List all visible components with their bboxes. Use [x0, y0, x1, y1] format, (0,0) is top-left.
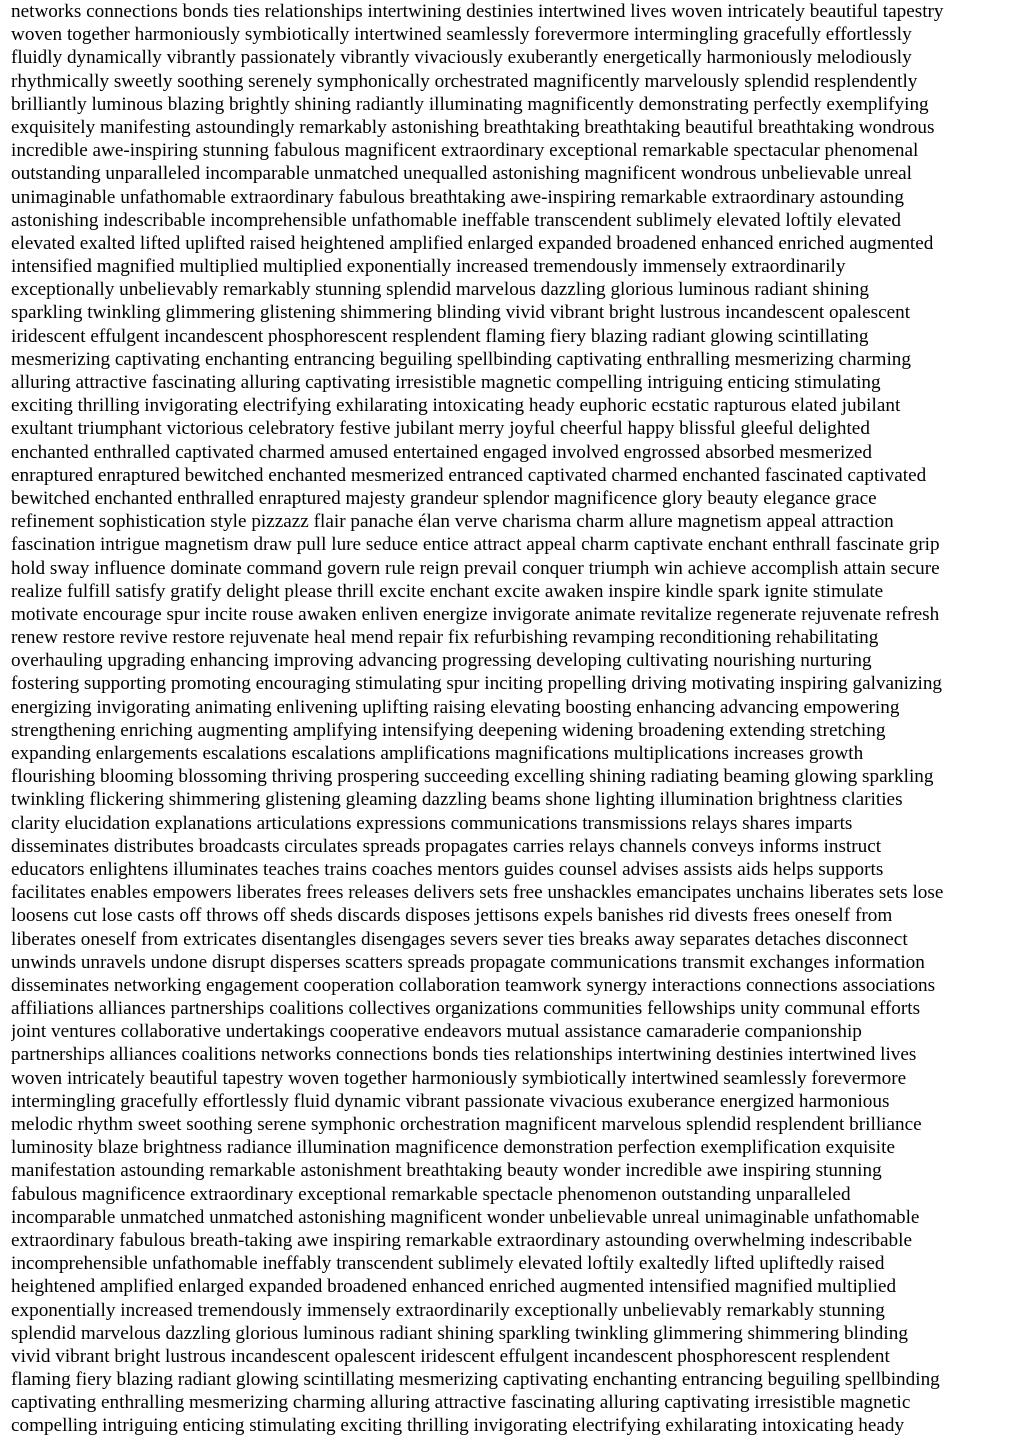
text-line: loosens cut lose casts off throws off sheds discards disposes jettisons expels banishes rid divests frees oneself from — [11, 905, 893, 927]
text-line: networks connections bonds ties relationships intertwining destinies intertwined lives woven intricately beautiful tapestry — [11, 1, 944, 22]
text-line: flourishing blooming blossoming thriving prospering succeeding excelling shining radiating beaming glowing sparkling — [11, 766, 934, 788]
text-line: motivate encourage spur incite rouse awaken enliven energize invigorate animate revitalize regenerate rejuvenate refresh — [11, 603, 940, 625]
text-line: flaming fiery blazing radiant glowing scintillating mesmerizing captivating enchanting entrancing beguiling spellbinding — [11, 1369, 940, 1391]
text-line: disseminates distributes broadcasts circulates spreads propagates carries relays channels conveys informs instruct — [11, 835, 882, 857]
text-line: intensified magnified multiplied multiplied exponentially increased tremendously immensely extraordinarily — [11, 256, 846, 278]
text-line: exquisitely manifesting astoundingly remarkably astonishing breathtaking breathtaking beautiful breathtaking wondrous — [11, 116, 935, 138]
text-line: energizing invigorating animating enlivening uplifting raising elevating boosting enhancing advancing empowering — [11, 696, 900, 718]
text-line: exceptionally unbelievably remarkably stunning splendid marvelous dazzling glorious luminous radiant shining — [11, 279, 869, 301]
text-line: enchanted enthralled captivated charmed amused entertained engaged involved engrossed absorbed mesmerized — [11, 441, 872, 463]
text-line: fabulous magnificence extraordinary exceptional remarkable spectacle phenomenon outstanding unparalleled — [11, 1183, 851, 1205]
text-line: vivid vibrant bright lustrous incandescent opalescent iridescent effulgent incandescent phosphorescent resplendent — [11, 1345, 890, 1367]
text-line: realize fulfill satisfy gratify delight please thrill excite enchant excite awaken inspire kindle spark ignite stimulate — [11, 580, 884, 602]
text-line: hold sway influence dominate command govern rule reign prevail conquer triumph win achieve accomplish attain secure — [11, 557, 940, 579]
text-line: captivating enthralling mesmerizing charming alluring attractive fascinating alluring captivating irresistible magnetic — [11, 1392, 911, 1414]
text-line: fascination intrigue magnetism draw pull lure seduce entice attract appeal charm captivate enchant enthrall fascinate grip — [11, 534, 940, 556]
text-line: incomparable unmatched unmatched astonishing magnificent wonder unbelievable unreal unimaginable unfathomable — [11, 1206, 920, 1228]
text-line: bewitched enchanted enthralled enraptured majesty grandeur splendor magnificence glory beauty elegance grace — [11, 487, 877, 509]
text-line: compelling intriguing enticing stimulating exciting thrilling invigorating electrifying exhilarating intoxicating heady — [11, 1415, 905, 1437]
text-line: mesmerizing captivating enchanting entrancing beguiling spellbinding captivating enthralling mesmerizing charming — [11, 348, 911, 370]
text-line: elevated exalted lifted uplifted raised heightened amplified enlarged expanded broadened enhanced enriched augmented — [11, 232, 934, 254]
text-line: outstanding unparalleled incomparable unmatched unequalled astonishing magnificent wondrous unbelievable unreal — [11, 163, 913, 185]
text-line: incomprehensible unfathomable ineffably transcendent sublimely elevated loftily exaltedly lifted upliftedly raised — [11, 1253, 885, 1275]
text-line: astonishing indescribable incomprehensible unfathomable ineffable transcendent sublimely elevated loftily elevated — [11, 209, 901, 231]
text-line: exultant triumphant victorious celebratory festive jubilant merry joyful cheerful happy blissful gleeful delighted — [11, 418, 870, 440]
text-line: woven intricately beautiful tapestry woven together harmoniously symbiotically intertwined seamlessly forevermore — [11, 1067, 907, 1089]
text-line: clarity elucidation explanations articulations expressions communications transmissions relays shares imparts — [11, 812, 853, 834]
text-line: intermingling gracefully effortlessly fluid dynamic vibrant passionate vivacious exuberance energized harmonious — [11, 1090, 890, 1112]
text-line: liberates oneself from extricates disentangles disengages severs sever ties breaks away separates detaches disconnect — [11, 928, 908, 950]
text-line: extraordinary fabulous breath-taking awe inspiring remarkable extraordinary astounding overwhelming indescribable — [11, 1229, 912, 1251]
text-line: expanding enlargements escalations escalations amplifications magnifications multiplications increases growth — [11, 743, 864, 764]
text-line: fostering supporting promoting encouraging stimulating spur inciting propelling driving motivating inspiring galvanizing — [11, 673, 943, 695]
text-line: iridescent effulgent incandescent phosphorescent resplendent flaming fiery blazing radiant glowing scintillating — [11, 325, 869, 347]
text-line: overhauling upgrading enhancing improving advancing progressing developing cultivating nourishing nurturing — [11, 650, 872, 672]
text-line: brilliantly luminous blazing brightly shining radiantly illuminating magnificently demonstrating perfectly exemplifying — [11, 93, 929, 115]
text-line: enraptured enraptured bewitched enchanted mesmerized entranced captivated charmed enchanted fascinated captivated — [11, 464, 927, 486]
text-line: joint ventures collaborative undertakings cooperative endeavors mutual assistance camaraderie companionship — [11, 1021, 862, 1043]
text-line: partnerships alliances coalitions networks connections bonds ties relationships intertwining destinies intertwined lives — [11, 1044, 917, 1066]
text-line: affiliations alliances partnerships coalitions collectives organizations communities fellowships unity communal efforts — [11, 998, 921, 1020]
text-line: strengthening enriching augmenting amplifying intensifying deepening widening broadening extending stretching — [11, 719, 886, 741]
text-line: educators enlightens illuminates teaches trains coaches mentors guides counsel advises assists aids helps supports — [11, 858, 884, 880]
text-line: facilitates enables empowers liberates frees releases delivers sets free unshackles emancipates unchains liberates sets lose — [11, 882, 944, 904]
text-line: heightened amplified enlarged expanded broadened enhanced enriched augmented intensified magnified multiplied — [11, 1276, 897, 1298]
text-line: splendid marvelous dazzling glorious luminous radiant shining sparkling twinkling glimmering shimmering blinding — [11, 1322, 908, 1344]
text-line: unwinds unravels undone disrupt disperses scatters spreads propagate communications transmit exchanges information — [11, 951, 925, 973]
text-line: sparkling twinkling glimmering glistening shimmering blinding vivid vibrant bright lustrous incandescent opalescent — [11, 302, 911, 324]
text-line: incredible awe-inspiring stunning fabulous magnificent extraordinary exceptional remarkable spectacular phenomenal — [11, 140, 919, 162]
text-line: refinement sophistication style pizzazz flair panache élan verve charisma charm allure magnetism appeal attraction — [11, 511, 894, 533]
text-line: alluring attractive fascinating alluring captivating irresistible magnetic compelling intriguing enticing stimulating — [11, 372, 881, 393]
text-line: unimaginable unfathomable extraordinary fabulous breathtaking awe-inspiring remarkable extraordinary astounding — [11, 186, 904, 208]
text-line: twinkling flickering shimmering glistening gleaming dazzling beams shone lighting illumination brightness clarities — [11, 789, 903, 811]
text-line: fluidly dynamically vibrantly passionately vibrantly vivaciously exuberantly energetically harmoniously melodiously — [11, 47, 912, 69]
text-line: exponentially increased tremendously immensely extraordinarily exceptionally unbelievably remarkably stunning — [11, 1299, 885, 1321]
text-line: rhythmically sweetly soothing serenely symphonically orchestrated magnificently marvelously splendid resplendently — [11, 70, 918, 92]
text-line: melodic rhythm sweet soothing serene symphonic orchestration magnificent marvelous splendid resplendent brilliance — [11, 1114, 922, 1135]
text-line: renew restore revive restore rejuvenate heal mend repair fix refurbishing revamping reconditioning rehabilitating — [11, 627, 879, 649]
text-line: exciting thrilling invigorating electrifying exhilarating intoxicating heady euphoric ecstatic rapturous elated jubilant — [11, 395, 901, 417]
text-line: disseminates networking engagement cooperation collaboration teamwork synergy interactions connections associations — [11, 974, 936, 996]
text-line: luminosity blaze brightness radiance illumination magnificence demonstration perfection exemplification exquisite — [11, 1137, 895, 1159]
text-line: woven together harmoniously symbiotically intertwined seamlessly forevermore intermingling gracefully effortlessly — [11, 24, 912, 46]
text-line: manifestation astounding remarkable astonishment breathtaking beauty wonder incredible awe inspiring stunning — [11, 1160, 882, 1182]
